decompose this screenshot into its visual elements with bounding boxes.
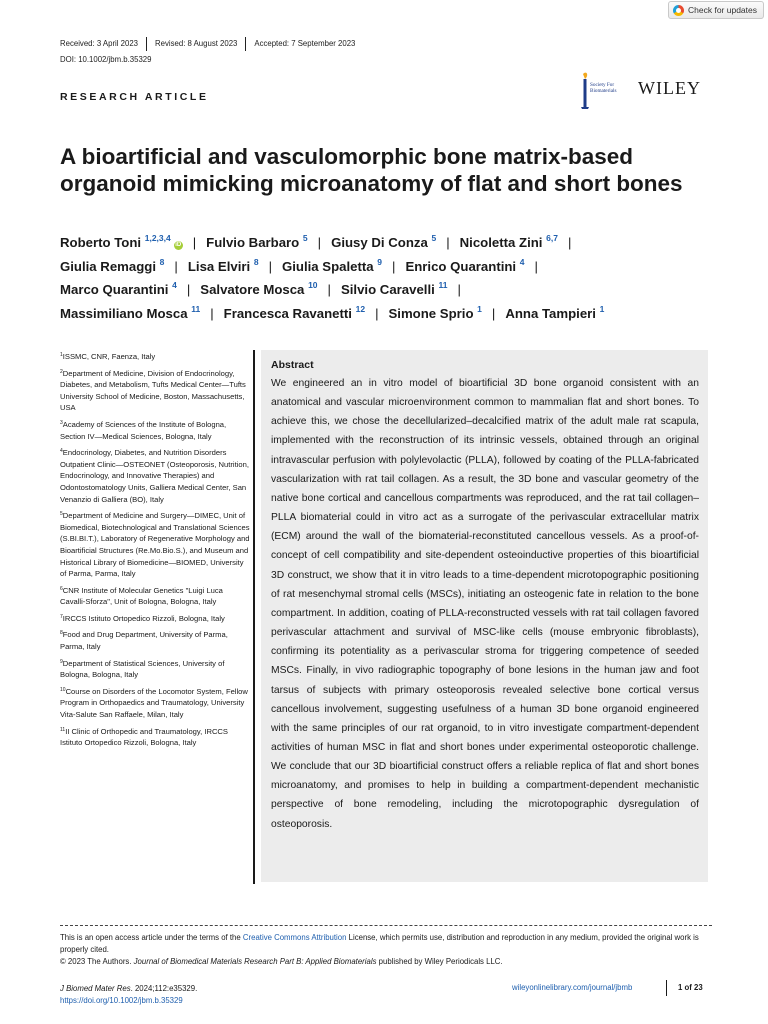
affiliation: $^9$Department of Statistical Sciences, University of Bologna, Bologna, Italy xyxy=(60,658,225,680)
author-line: Roberto Toni $^{1,2,3,4}$iD | Fulvio Barbaro $^5$ | Giusy Di Conza $^5$ | Nicoletta Zini $^{6,7}$ | xyxy=(60,233,572,250)
received-date: Received: 3 April 2023 xyxy=(60,39,139,48)
author-line: Marco Quarantini $^4$ | Salvatore Mosca $^{10}$ | Silvio Caravelli $^{11}$ | xyxy=(60,280,461,298)
affiliation: $^4$Endocrinology, Diabetes, and Nutrition Disorders Outpatient Clinic—OSTEONET (Osteoporosis, Nutrition, Endocrinology, and Innovative Therapies) and Odontostomatology Units, Galliera Medical Center, San Venanzio di Galliera (BO), Italy xyxy=(60,448,249,504)
author[interactable]: Marco Quarantini $^4$ xyxy=(60,280,177,298)
affiliation: $^7$IRCCS Istituto Ortopedico Rizzoli, Bologna, Italy xyxy=(60,613,225,623)
article-title: A bioartificial and vasculomorphic bone matrix-based organoid mimicking microanatomy of flat and short bones xyxy=(60,144,683,196)
society-for-biomaterials-logo xyxy=(579,70,631,110)
license-notice: This is an open access article under the terms of the Creative Commons Attribution License, which permits use, distribution and reproduction in any medium, provided the original work is properly cited. © 2023 The Authors. Journal of Biomedical Materials Research Part B: Applied Biomaterials published by Wiley Periodicals LLC. xyxy=(60,933,699,966)
affiliation: $^2$Department of Medicine, Division of Endocrinology, Diabetes, and Metabolism, Tufts Medical Center—Tufts University School of Medicine, Boston, Massachusetts, USA xyxy=(60,368,246,413)
doi-header: DOI: 10.1002/jbm.b.35329 xyxy=(60,55,152,64)
journal-site-link[interactable]: wileyonlinelibrary.com/journal/jbmb xyxy=(512,983,633,992)
author[interactable]: Giusy Di Conza $^5$ xyxy=(331,233,437,250)
author[interactable]: Massimiliano Mosca $^{11}$ xyxy=(60,303,201,321)
footer-divider xyxy=(60,925,712,926)
creative-commons-link[interactable]: Creative Commons Attribution xyxy=(242,933,347,942)
crossmark-icon xyxy=(673,5,684,16)
author[interactable]: Lisa Elviri $^8$ xyxy=(187,256,259,274)
author[interactable]: Salvatore Mosca $^{10}$ xyxy=(200,280,318,298)
author[interactable]: Roberto Toni $^{1,2,3,4}$iD xyxy=(60,233,182,250)
affiliation: $^6$CNR Institute of Molecular Genetics "Luigi Luca Cavalli-Sforza", Unit of Bologna, Bologna, Italy xyxy=(60,585,223,607)
affiliations xyxy=(60,350,250,753)
divider xyxy=(666,980,667,996)
author-list xyxy=(60,227,730,321)
author[interactable]: Nicoletta Zini $^{6,7}$ xyxy=(459,233,558,250)
article-type: RESEARCH ARTICLE xyxy=(60,91,209,103)
author[interactable]: Fulvio Barbaro $^5$ xyxy=(206,233,308,250)
author[interactable]: Francesca Ravanetti $^{12}$ xyxy=(223,303,366,321)
accepted-date: Accepted: 7 September 2023 xyxy=(254,39,356,48)
affiliation: $^{11}$II Clinic of Orthopedic and Traumatology, IRCCS Istituto Ortopedico Rizzoli, Bologna, Italy xyxy=(60,726,228,748)
dates-row xyxy=(60,39,363,51)
author[interactable]: Enrico Quarantini $^4$ xyxy=(405,256,525,274)
affiliation: $^5$Department of Medicine and Surgery—DIMEC, Unit of Biomedical, Biotechnological and Translational Sciences (S.BI.BI.T.), Laboratory of Regenerative Morphology and Bioartificial Structures (Re.Mo.Bio.S.), and Museum and Historical Library of Biomedicine—BIOMED, University of Parma, Parma, Italy xyxy=(60,511,250,579)
author[interactable]: Giulia Remaggi $^8$ xyxy=(60,256,165,274)
author[interactable]: Simone Sprio $^1$ xyxy=(388,303,482,321)
author[interactable]: Anna Tampieri $^1$ xyxy=(505,303,605,321)
abstract-text: We engineered an in vitro model of bioartificial 3D bone organoid consistent with an anatomical and vascular microenvironment common to mammalian flat and short bones. To achieve this, we chose the decellularized–decalcified matrix of the adult male rat scapula, implemented with the reconstruction of its intrinsic vessels, obtained through an original intravascular perfusion with polylevolactic (PLLA), followed by coating of the PLLA-fabricated vascularization with rat tail collagen. As a result, the 3D bone and vascular geometry of the native bone cortical and cancellous compartments was reproduced, and the rat tail collagen–PLLA biomaterial could in vitro act as a surrogate of the perivascular extracellular matrix (ECM) around the wall of the biomaterial-reconstituted cancellous vessels. As a proof-of-concept of cell compatibility and site-dependent osteoinductive properties of this bioartificial 3D construct, we show that it in vitro leads to a time-dependent microtopographic positioning of rat mesenchymal stromal cells (MSCs), initiating an osteogenic fate in relation to the bone compartment. In addition, coating of PLLA-reconstructed vessels with rat tail collagen favored perivascular attachment and survival of MSC-like cells (mouse embryonic fibroblasts), confirming its potentiality as a perivascular stroma for triggering competence of seeded MSCs. Finally, in vivo radiographic topography of bone lesions in the human jaw and foot tarsus of subjects with primary osteoporosis revealed selective bone cortical versus cancellous involvement, suggesting usefulness of a human 3D bone organoid engineered with the same principles of our rat organoid, to in vitro investigate compartment-dependent activities of human MSC in flat and short bones under experimental osteoporotic challenge. We conclude that our 3D bioartificial construct offers a reliable replica of flat and short bones microanatomy, and promises to help in building a compartment-dependent mechanistic perspective of bone remodeling, including the microtopographic dysregulation of osteoporosis. xyxy=(271,378,699,830)
abstract-box xyxy=(261,350,708,882)
society-logo-text: Society For Biomaterials xyxy=(590,82,617,94)
author-line: Massimiliano Mosca $^{11}$ | Francesca Ravanetti $^{12}$ | Simone Sprio $^1$ | Anna Tampieri $^1$ xyxy=(60,303,605,321)
abstract-heading: Abstract xyxy=(271,359,314,371)
author[interactable]: Giulia Spaletta $^9$ xyxy=(282,256,383,274)
affiliation: $^1$ISSMC, CNR, Faenza, Italy xyxy=(60,352,156,361)
affiliation: $^8$Food and Drug Department, University of Parma, Parma, Italy xyxy=(60,630,228,652)
doi-link[interactable]: https://doi.org/10.1002/jbm.b.35329 xyxy=(60,996,183,1005)
citation: J Biomed Mater Res. 2024;112:e35329. https://doi.org/10.1002/jbm.b.35329 xyxy=(60,984,198,1005)
wiley-logo: WILEY xyxy=(638,78,701,98)
affiliation: $^{10}$Course on Disorders of the Locomotor System, Fellow Program in Orthopaedics and Traumatology, University Vita-Salute San Raffaele, Milan, Italy xyxy=(60,686,248,720)
orcid-icon[interactable]: iD xyxy=(175,242,182,248)
check-for-updates-label: Check for updates xyxy=(688,5,757,15)
check-for-updates-button[interactable] xyxy=(668,1,764,19)
affiliation: $^3$Academy of Sciences of the Institute of Bologna, Section IV—Medical Sciences, Bologna, Italy xyxy=(60,419,227,441)
column-divider xyxy=(253,350,255,884)
page-number: 1 of 23 xyxy=(678,983,703,992)
author[interactable]: Silvio Caravelli $^{11}$ xyxy=(340,280,448,298)
author-line: Giulia Remaggi $^8$ | Lisa Elviri $^8$ | Giulia Spaletta $^9$ | Enrico Quarantini $^4$ | xyxy=(60,256,538,274)
revised-date: Revised: 8 August 2023 xyxy=(155,39,238,48)
